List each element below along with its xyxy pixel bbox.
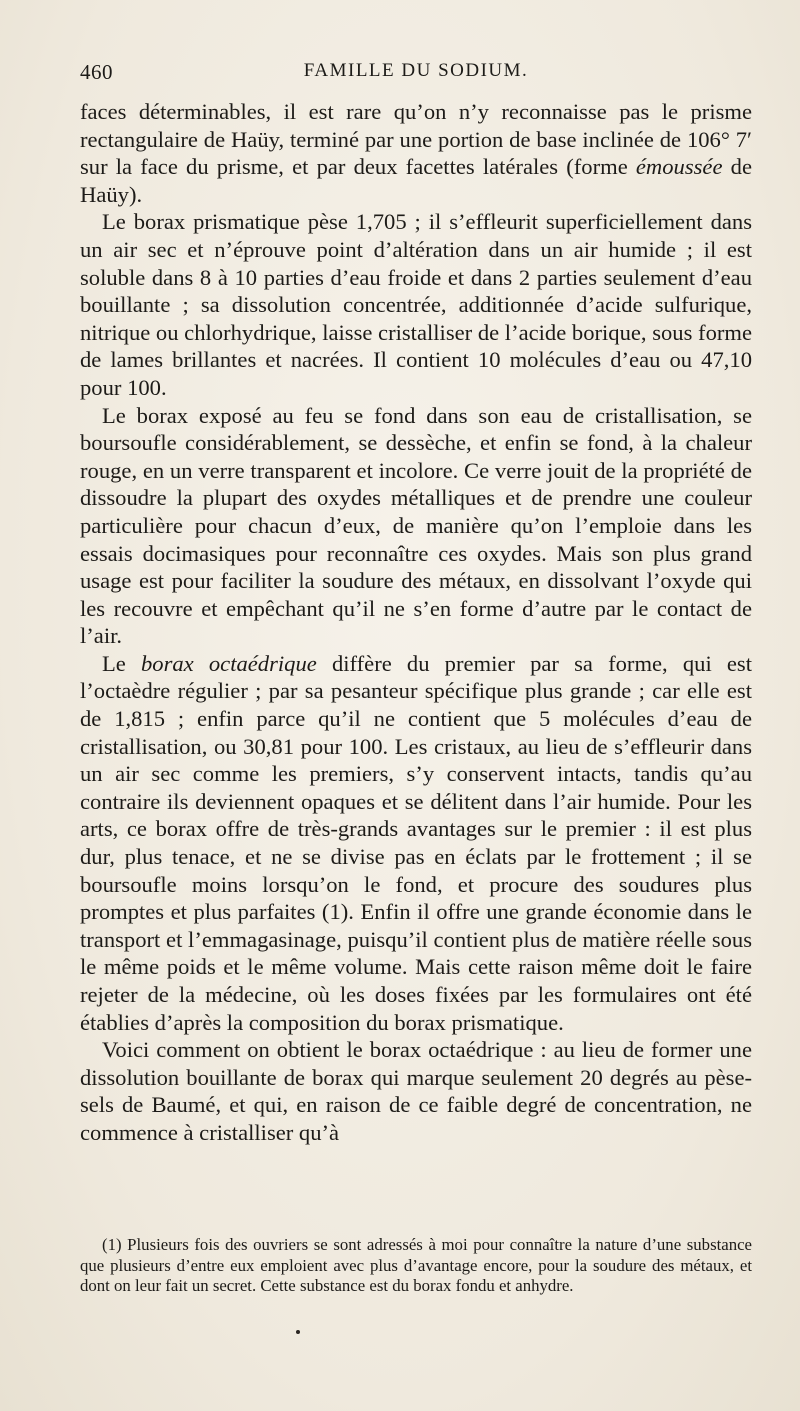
paragraph-text: diffère du premier par sa forme, qui est l’octaèdre régulier ; par sa pesanteur spécifique plus grande ; car elle est de 1,815 ; enfin parce qu’il ne contient que 5 molécules d’eau de cristallisation, ou 30,81 pour 100. Les cristaux, au lieu de s’effleurir dans un air sec comme les premiers, s’y conservent intacts, tandis qu’au contraire ils deviennent opaques et se délitent dans l’air humide. Pour les arts, ce borax offre de très-grands avantages sur le premier : il est plus dur, plus tenace, et ne se divise pas en éclats par le frottement ; il se boursoufle moins lorsqu’on le fond, et procure des soudures plus promptes et plus parfaites (1). Enfin il offre une grande économie dans le transport et l’emmagasinage, puisqu’il contient plus de matière réelle sous le même poids et le même volume. Mais cette raison même doit le faire rejeter de la médecine, où les doses fixées par les formulaires ont été établies d’après la composition du borax prismatique.	[80, 650, 752, 1035]
italic-term: émoussée	[635, 154, 723, 180]
paragraph-text: faces déterminables, il est rare qu’on n’y reconnaisse pas le prisme rectangulaire de Haüy, terminé par une portion de base inclinée de 106° 7′ sur la face du prisme, et par deux facettes latérales (forme	[80, 99, 752, 180]
paragraph-text: Le borax exposé au feu se fond dans son eau de cristallisation, se boursoufle considérablement, se dessèche, et enfin se fond, à la chaleur rouge, en un verre transparent et incolore. Ce verre jouit de la propriété de dissoudre la plupart des oxydes métalliques et de prendre une couleur particulière pour chacun d’eux, de manière qu’on l’emploie dans les essais docimasiques pour reconnaître ces oxydes. Mais son plus grand usage est pour faciliter la soudure des métaux, en dissolvant l’oxyde qui les recouvre et empêchant qu’il ne s’en forme d’autre par le contact de l’air.	[80, 402, 752, 649]
paragraph	[80, 1036, 752, 1146]
paragraph-text: Voici comment on obtient le borax octaédrique : au lieu de former une dissolution bouillante de borax qui marque seulement 20 degrés au pèse-sels de Baumé, et qui, en raison de ce faible degré de concentration, ne commence à cristalliser qu’à	[80, 1037, 752, 1145]
paragraph-text: Le borax prismatique pèse 1,705 ; il s’effleurit superficiellement dans un air sec et n’éprouve point d’altération dans un air humide ; il est soluble dans 8 à 10 parties d’eau froide et dans 2 parties seulement d’eau bouillante ; sa dissolution concentrée, additionnée d’acide sulfurique, nitrique ou chlorhydrique, laisse cristalliser de l’acide borique, sous forme de lames brillantes et nacrées. Il contient 10 molécules d’eau ou 47,10 pour 100.	[80, 209, 752, 400]
paragraph	[80, 98, 752, 208]
body-text	[80, 98, 752, 1147]
footnote: (1) Plusieurs fois des ouvriers se sont adressés à moi pour connaître la nature d’une substance que plusieurs d’entre eux emploient avec plus d’avantage encore, pour la soudure des métaux, et dont on leur fait un secret. Cette substance est du borax fondu et anhydre.	[80, 1235, 752, 1295]
italic-term: borax octaédrique	[141, 650, 317, 676]
page-number: 460	[80, 60, 113, 84]
paragraph-text: de Haüy).	[80, 154, 752, 207]
paragraph	[80, 402, 752, 650]
paragraph	[80, 208, 752, 401]
page-speck	[296, 1330, 300, 1334]
paragraph-text: Le	[102, 650, 141, 676]
paragraph	[80, 650, 752, 1036]
running-title: FAMILLE DU SODIUM.	[303, 60, 529, 81]
footnote-block	[80, 1235, 752, 1297]
page-header	[80, 60, 752, 90]
